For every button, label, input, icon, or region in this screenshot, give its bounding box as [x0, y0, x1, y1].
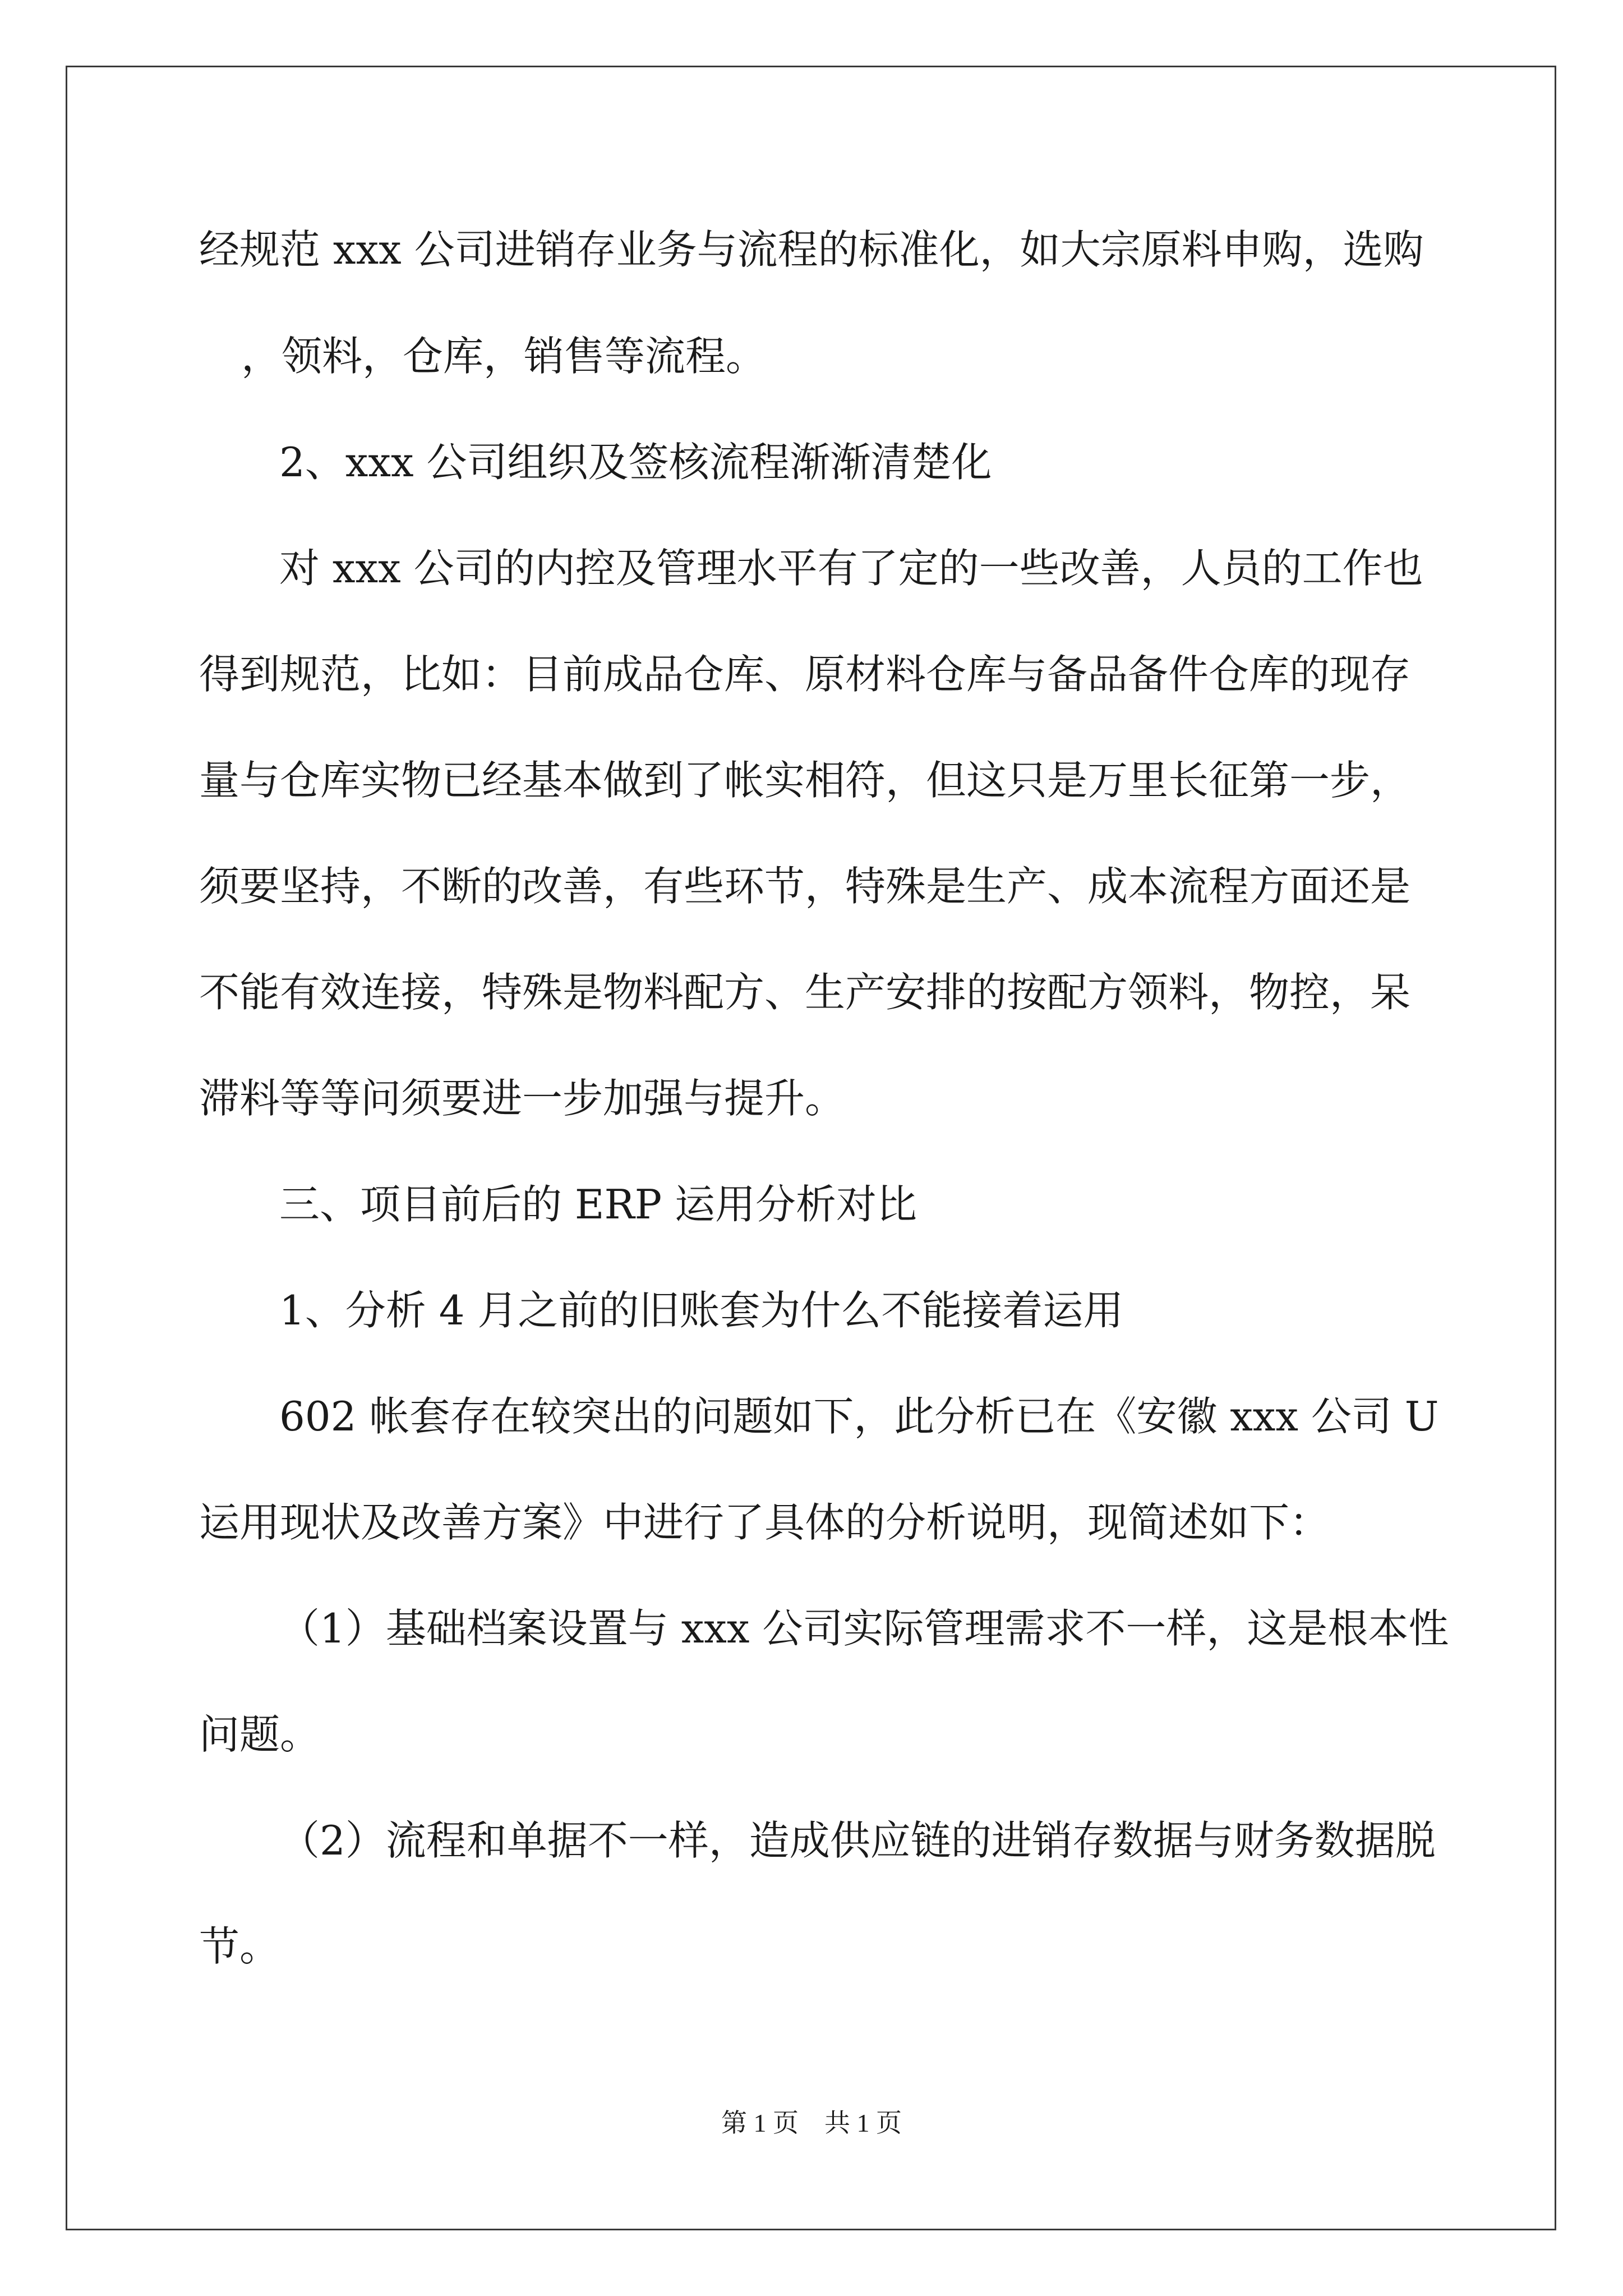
body-line: 量与仓库实物已经基本做到了帐实相符，但这只是万里长征第一步，	[199, 757, 1411, 804]
body-line: 对 xxx 公司的内控及管理水平有了定的一些改善，人员的工作也	[279, 545, 1423, 592]
body-line: ，领料，仓库，销售等流程。	[241, 333, 767, 380]
body-line: 须要坚持，不断的改善，有些环节，特殊是生产、成本流程方面还是	[199, 863, 1411, 910]
body-line: 602 帐套存在较突出的问题如下，此分析已在《安徽 xxx 公司 U	[279, 1393, 1439, 1440]
list-item: （2）流程和单据不一样，造成供应链的进销存数据与财务数据脱	[279, 1817, 1436, 1864]
section-heading: 三、项目前后的 ERP 运用分析对比	[279, 1181, 917, 1228]
page-footer: 第 1 页 共 1 页	[721, 2109, 902, 2137]
body-line: 滞料等等问须要进一步加强与提升。	[199, 1075, 846, 1122]
section-heading: 2、xxx 公司组织及签核流程渐渐清楚化	[279, 439, 992, 486]
page-border	[66, 66, 1556, 2230]
body-line: 得到规范，比如：目前成品仓库、原材料仓库与备品备件仓库的现存	[199, 651, 1411, 698]
body-line: 经规范 xxx 公司进销存业务与流程的标准化，如大宗原料申购，选购	[199, 226, 1424, 273]
body-line: 问题。	[199, 1711, 321, 1758]
list-item: （1）基础档案设置与 xxx 公司实际管理需求不一样，这是根本性	[279, 1605, 1449, 1652]
body-line: 节。	[199, 1923, 280, 1970]
section-heading: 1、分析 4 月之前的旧账套为什么不能接着运用	[279, 1287, 1124, 1334]
body-line: 运用现状及改善方案》中进行了具体的分析说明，现简述如下：	[199, 1499, 1330, 1546]
body-line: 不能有效连接，特殊是物料配方、生产安排的按配方领料，物控，呆	[199, 969, 1411, 1016]
